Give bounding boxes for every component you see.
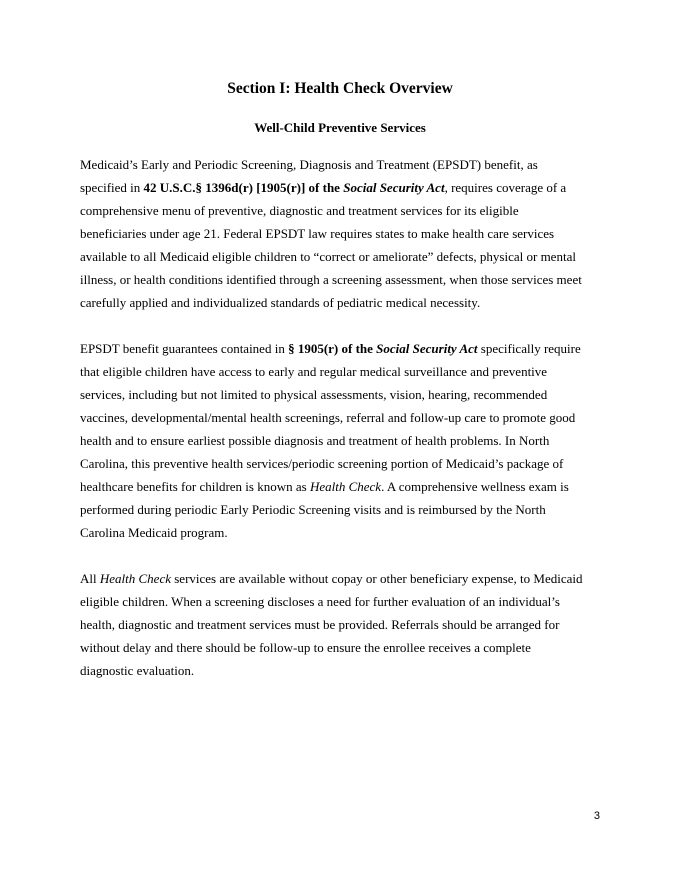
paragraph-epsdt-guarantees [80, 337, 610, 544]
statute-citation: 42 U.S.C.§ 1396d(r) [1905(r)] of the [143, 180, 344, 195]
text-run: specifically require [477, 341, 581, 356]
text-line [80, 475, 610, 498]
text-line: illness, or health conditions identified through a screening assessment, when those services meet [80, 272, 582, 287]
text-line: Carolina, this preventive health services/periodic screening portion of Medicaid’s package of [80, 456, 564, 471]
text-line: diagnostic evaluation. [80, 663, 195, 678]
text-run: All [80, 571, 100, 586]
text-line: Medicaid’s Early and Periodic Screening, Diagnosis and Treatment (EPSDT) benefit, as [80, 157, 538, 172]
text-line: eligible children. When a screening discloses a need for further evaluation of an individual’s [80, 594, 560, 609]
document-body [80, 153, 610, 705]
text-run: specified in [80, 180, 144, 195]
text-run: services are available without copay or other beneficiary expense, to Medicaid [171, 571, 583, 586]
text-line: vaccines, developmental/mental health screenings, referral and follow-up care to promote good [80, 410, 576, 425]
text-run: healthcare benefits for children is known as [80, 479, 310, 494]
section-subtitle: Well-Child Preventive Services [254, 120, 426, 135]
act-title: Social Security Act [376, 341, 478, 356]
text-line: performed during periodic Early Periodic Screening visits and is reimbursed by the North [80, 502, 546, 517]
text-line [80, 176, 610, 199]
text-line: Carolina Medicaid program. [80, 525, 228, 540]
text-line: without delay and there should be follow-up to ensure the enrollee receives a complete [80, 640, 531, 655]
paragraph-health-check-services [80, 567, 610, 682]
text-line: comprehensive menu of preventive, diagnostic and treatment services for its eligible [80, 203, 519, 218]
text-line: carefully applied and individualized standards of pediatric medical necessity. [80, 295, 481, 310]
text-line: available to all Medicaid eligible children to “correct or ameliorate” defects, physical or mental [80, 249, 576, 264]
program-name: Health Check [309, 479, 382, 494]
text-line: services, including but not limited to physical assessments, vision, hearing, recommended [80, 387, 548, 402]
program-name: Health Check [99, 571, 171, 586]
text-run: . A comprehensive wellness exam is [381, 479, 569, 494]
section-title: Section I: Health Check Overview [227, 80, 453, 97]
text-line [80, 337, 610, 360]
text-run: EPSDT benefit guarantees contained in [80, 341, 289, 356]
statute-citation: § 1905(r) of the [288, 341, 377, 356]
text-line: health, diagnostic and treatment services must be provided. Referrals should be arranged for [80, 617, 560, 632]
page-number: 3 [593, 810, 600, 822]
text-run: , requires coverage of a [444, 180, 567, 195]
text-line: health and to ensure earliest possible diagnosis and treatment of health problems. In North [80, 433, 550, 448]
text-line: that eligible children have access to early and regular medical surveillance and preventive [80, 364, 548, 379]
text-line [80, 567, 610, 590]
text-line: beneficiaries under age 21. Federal EPSDT law requires states to make health care services [80, 226, 555, 241]
paragraph-epsdt-benefit [80, 153, 610, 314]
act-title: Social Security Act [343, 180, 445, 195]
